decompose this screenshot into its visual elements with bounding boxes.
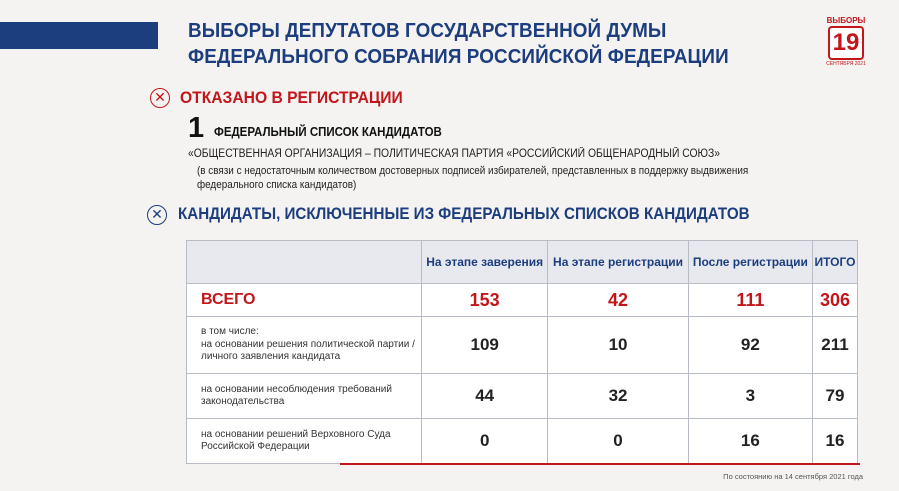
cell-value: 211 [813,317,858,374]
table-corner-cell [187,241,422,284]
election-date-badge [826,16,866,72]
accent-bar [0,22,158,49]
column-header: После регистрации [688,241,812,284]
badge-number: 19 [828,26,864,60]
excluded-candidates-table [186,240,858,464]
refused-count: 1 [188,112,205,144]
table-row [187,419,858,464]
cell-value: 306 [813,284,858,317]
badge-top-text: ВЫБОРЫ [826,16,866,25]
row-label: на основании решений Верховного Суда Российской Федерации [187,419,422,464]
cell-value: 111 [688,284,812,317]
refused-heading: ОТКАЗАНО В РЕГИСТРАЦИИ [180,88,403,107]
table-row-total [187,284,858,317]
cell-value: 153 [422,284,548,317]
refused-count-label: ФЕДЕРАЛЬНЫЙ СПИСОК КАНДИДАТОВ [214,125,442,139]
refusal-reason: (в связи с недостаточным количеством достоверных подписей избирателей, представленных в поддержку выдвижения федерального списка кандидатов) [197,165,749,191]
cell-value: 79 [813,374,858,419]
column-header: ИТОГО [813,241,858,284]
title-line-2: ФЕДЕРАЛЬНОГО СОБРАНИЯ РОССИЙСКОЙ ФЕДЕРАЦИИ [188,45,729,68]
column-header: На этапе заверения [422,241,548,284]
organization-name: «ОБЩЕСТВЕННАЯ ОРГАНИЗАЦИЯ – ПОЛИТИЧЕСКАЯ ПАРТИЯ «РОССИЙСКИЙ ОБЩЕНАРОДНЫЙ СОЮЗ» [188,148,721,160]
cell-value: 44 [422,374,548,419]
cell-value: 0 [548,419,688,464]
cell-value: 16 [688,419,812,464]
cell-value: 3 [688,374,812,419]
badge-sub-text: СЕНТЯБРЯ 2021 [826,61,866,67]
cell-value: 92 [688,317,812,374]
table-row [187,317,858,374]
row-label: в том числе: на основании решения политической партии /личного заявления кандидата [187,317,422,374]
cell-value: 109 [422,317,548,374]
x-circle-icon: ✕ [147,205,167,225]
row-label: ВСЕГО [187,284,422,317]
table-header-row [187,241,858,284]
cell-value: 32 [548,374,688,419]
title-line-1: ВЫБОРЫ ДЕПУТАТОВ ГОСУДАРСТВЕННОЙ ДУМЫ [188,19,667,42]
x-circle-icon: ✕ [150,88,170,108]
cell-value: 10 [548,317,688,374]
excluded-heading: КАНДИДАТЫ, ИСКЛЮЧЕННЫЕ ИЗ ФЕДЕРАЛЬНЫХ СПИСКОВ КАНДИДАТОВ [178,205,750,223]
footer-divider [340,463,860,465]
page-title [188,18,758,70]
footer-note: По состоянию на 14 сентября 2021 года [723,472,863,481]
cell-value: 0 [422,419,548,464]
table-row [187,374,858,419]
cell-value: 42 [548,284,688,317]
cell-value: 16 [813,419,858,464]
row-label: на основании несоблюдения требований законодательства [187,374,422,419]
column-header: На этапе регистрации [548,241,688,284]
